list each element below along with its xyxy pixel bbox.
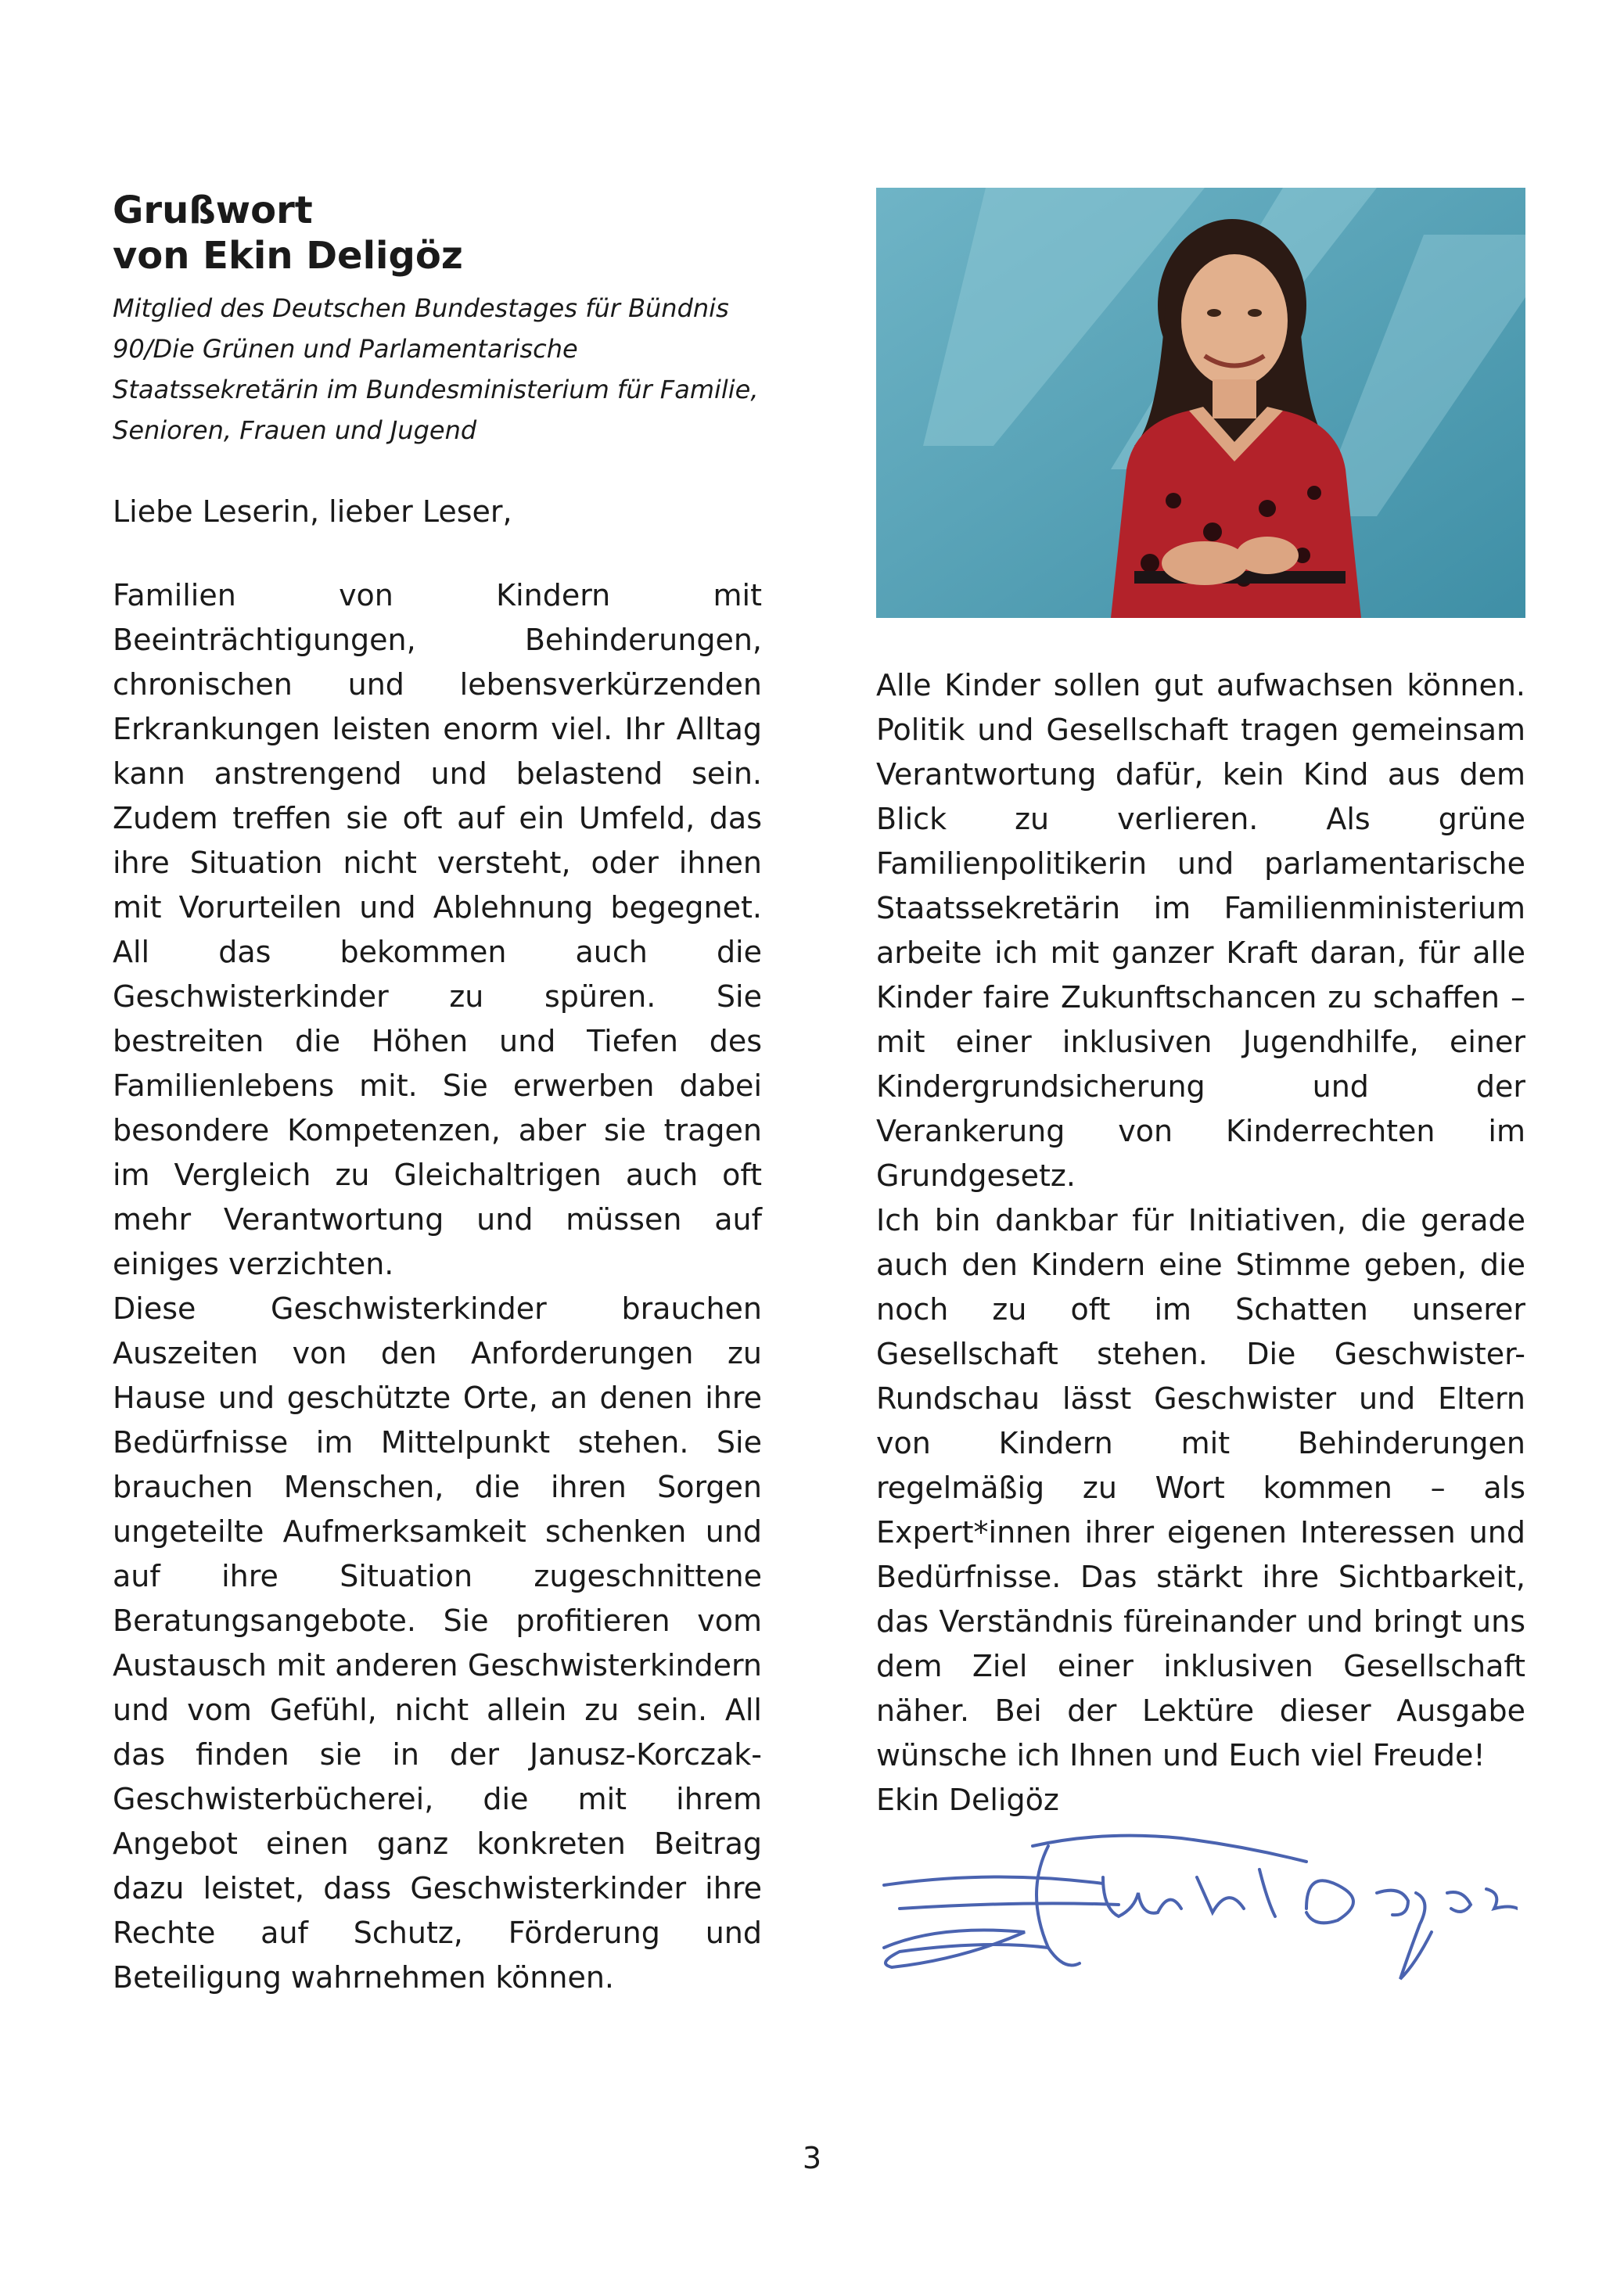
- left-body: [113, 573, 762, 2000]
- closing-name: Ekin Deligöz: [876, 1783, 1059, 1817]
- paragraph: Diese Geschwisterkinder brauchen Auszeiten von den Anforderungen zu Hause und geschützte Orte, an denen ihre Bedürfnisse im Mittelpunkt stehen. Sie brauchen Menschen, die ihren Sorgen ungeteilte Aufmerksamkeit schenken und auf ihre Situation zugeschnittene Beratungsangebote. Sie profitieren vom Austausch mit anderen Geschwisterkindern und vom Gefühl, nicht allein zu sein. All das finden sie in der Janusz-Korczak-Geschwisterbücherei, die mit ihrem Angebot einen ganz konkreten Beitrag dazu leistet, dass Geschwisterkinder ihre Rechte auf Schutz, Förderung und Beteiligung wahrnehmen können.: [113, 1291, 762, 1995]
- salutation: Liebe Leserin, lieber Leser,: [113, 494, 512, 529]
- title-line-2: von Ekin Deligöz: [113, 234, 463, 278]
- page-number: 3: [802, 2141, 822, 2175]
- title-line-1: Grußwort: [113, 189, 313, 232]
- handwritten-signature: [868, 1815, 1518, 1995]
- paragraph: Ich bin dankbar für Initiativen, die gerade auch den Kindern eine Stimme geben, die noch zu oft im Schatten unserer Gesellschaft stehen. Die Geschwister-Rundschau lässt Geschwister und Eltern von Kindern mit Behinderungen regelmäßig zu Wort kommen – als Expert*innen ihrer eigenen Interessen und Bedürfnisse. Das stärkt ihre Sichtbarkeit, das Verständnis füreinander und bringt uns dem Ziel einer inklusiven Gesellschaft näher. Bei der Lektüre dieser Ausgabe wünsche ich Ihnen und Euch viel Freude!: [876, 1203, 1525, 1772]
- author-role: Mitglied des Deutschen Bundestages für Bündnis 90/Die Grünen und Parlamentarische Staatssekretärin im Bundesministerium für Familie, Senioren, Frauen und Jugend: [113, 293, 759, 445]
- paragraph: Familien von Kindern mit Beeinträchtigungen, Behinderungen, chronischen und lebensverkürzenden Erkrankungen leisten enorm viel. Ihr Alltag kann anstrengend und belastend sein. Zudem treffen sie oft auf ein Umfeld, das ihre Situation nicht versteht, oder ihnen mit Vorurteilen und Ablehnung begegnet. All das bekommen auch die Geschwisterkinder zu spüren. Sie bestreiten die Höhen und Tiefen des Familienlebens mit. Sie erwerben dabei besondere Kompetenzen, aber sie tragen im Vergleich zu Gleichaltrigen auch oft mehr Verantwortung und müssen auf einiges verzichten.: [113, 578, 762, 1281]
- page-title: [113, 188, 762, 278]
- portrait-photo: [876, 188, 1525, 618]
- left-column: [113, 188, 762, 2000]
- right-column: [876, 663, 1525, 1823]
- paragraph: Alle Kinder sollen gut aufwachsen können. Politik und Gesellschaft tragen gemeinsam Verantwortung dafür, kein Kind aus dem Blick zu verlieren. Als grüne Familienpolitikerin und parlamentarische Staatssekretärin im Familienministerium arbeite ich mit ganzer Kraft daran, für alle Kinder faire Zukunftschancen zu schaffen – mit einer inklusiven Jugendhilfe, einer Kindergrundsicherung und der Verankerung von Kinderrechten im Grundgesetz.: [876, 668, 1525, 1193]
